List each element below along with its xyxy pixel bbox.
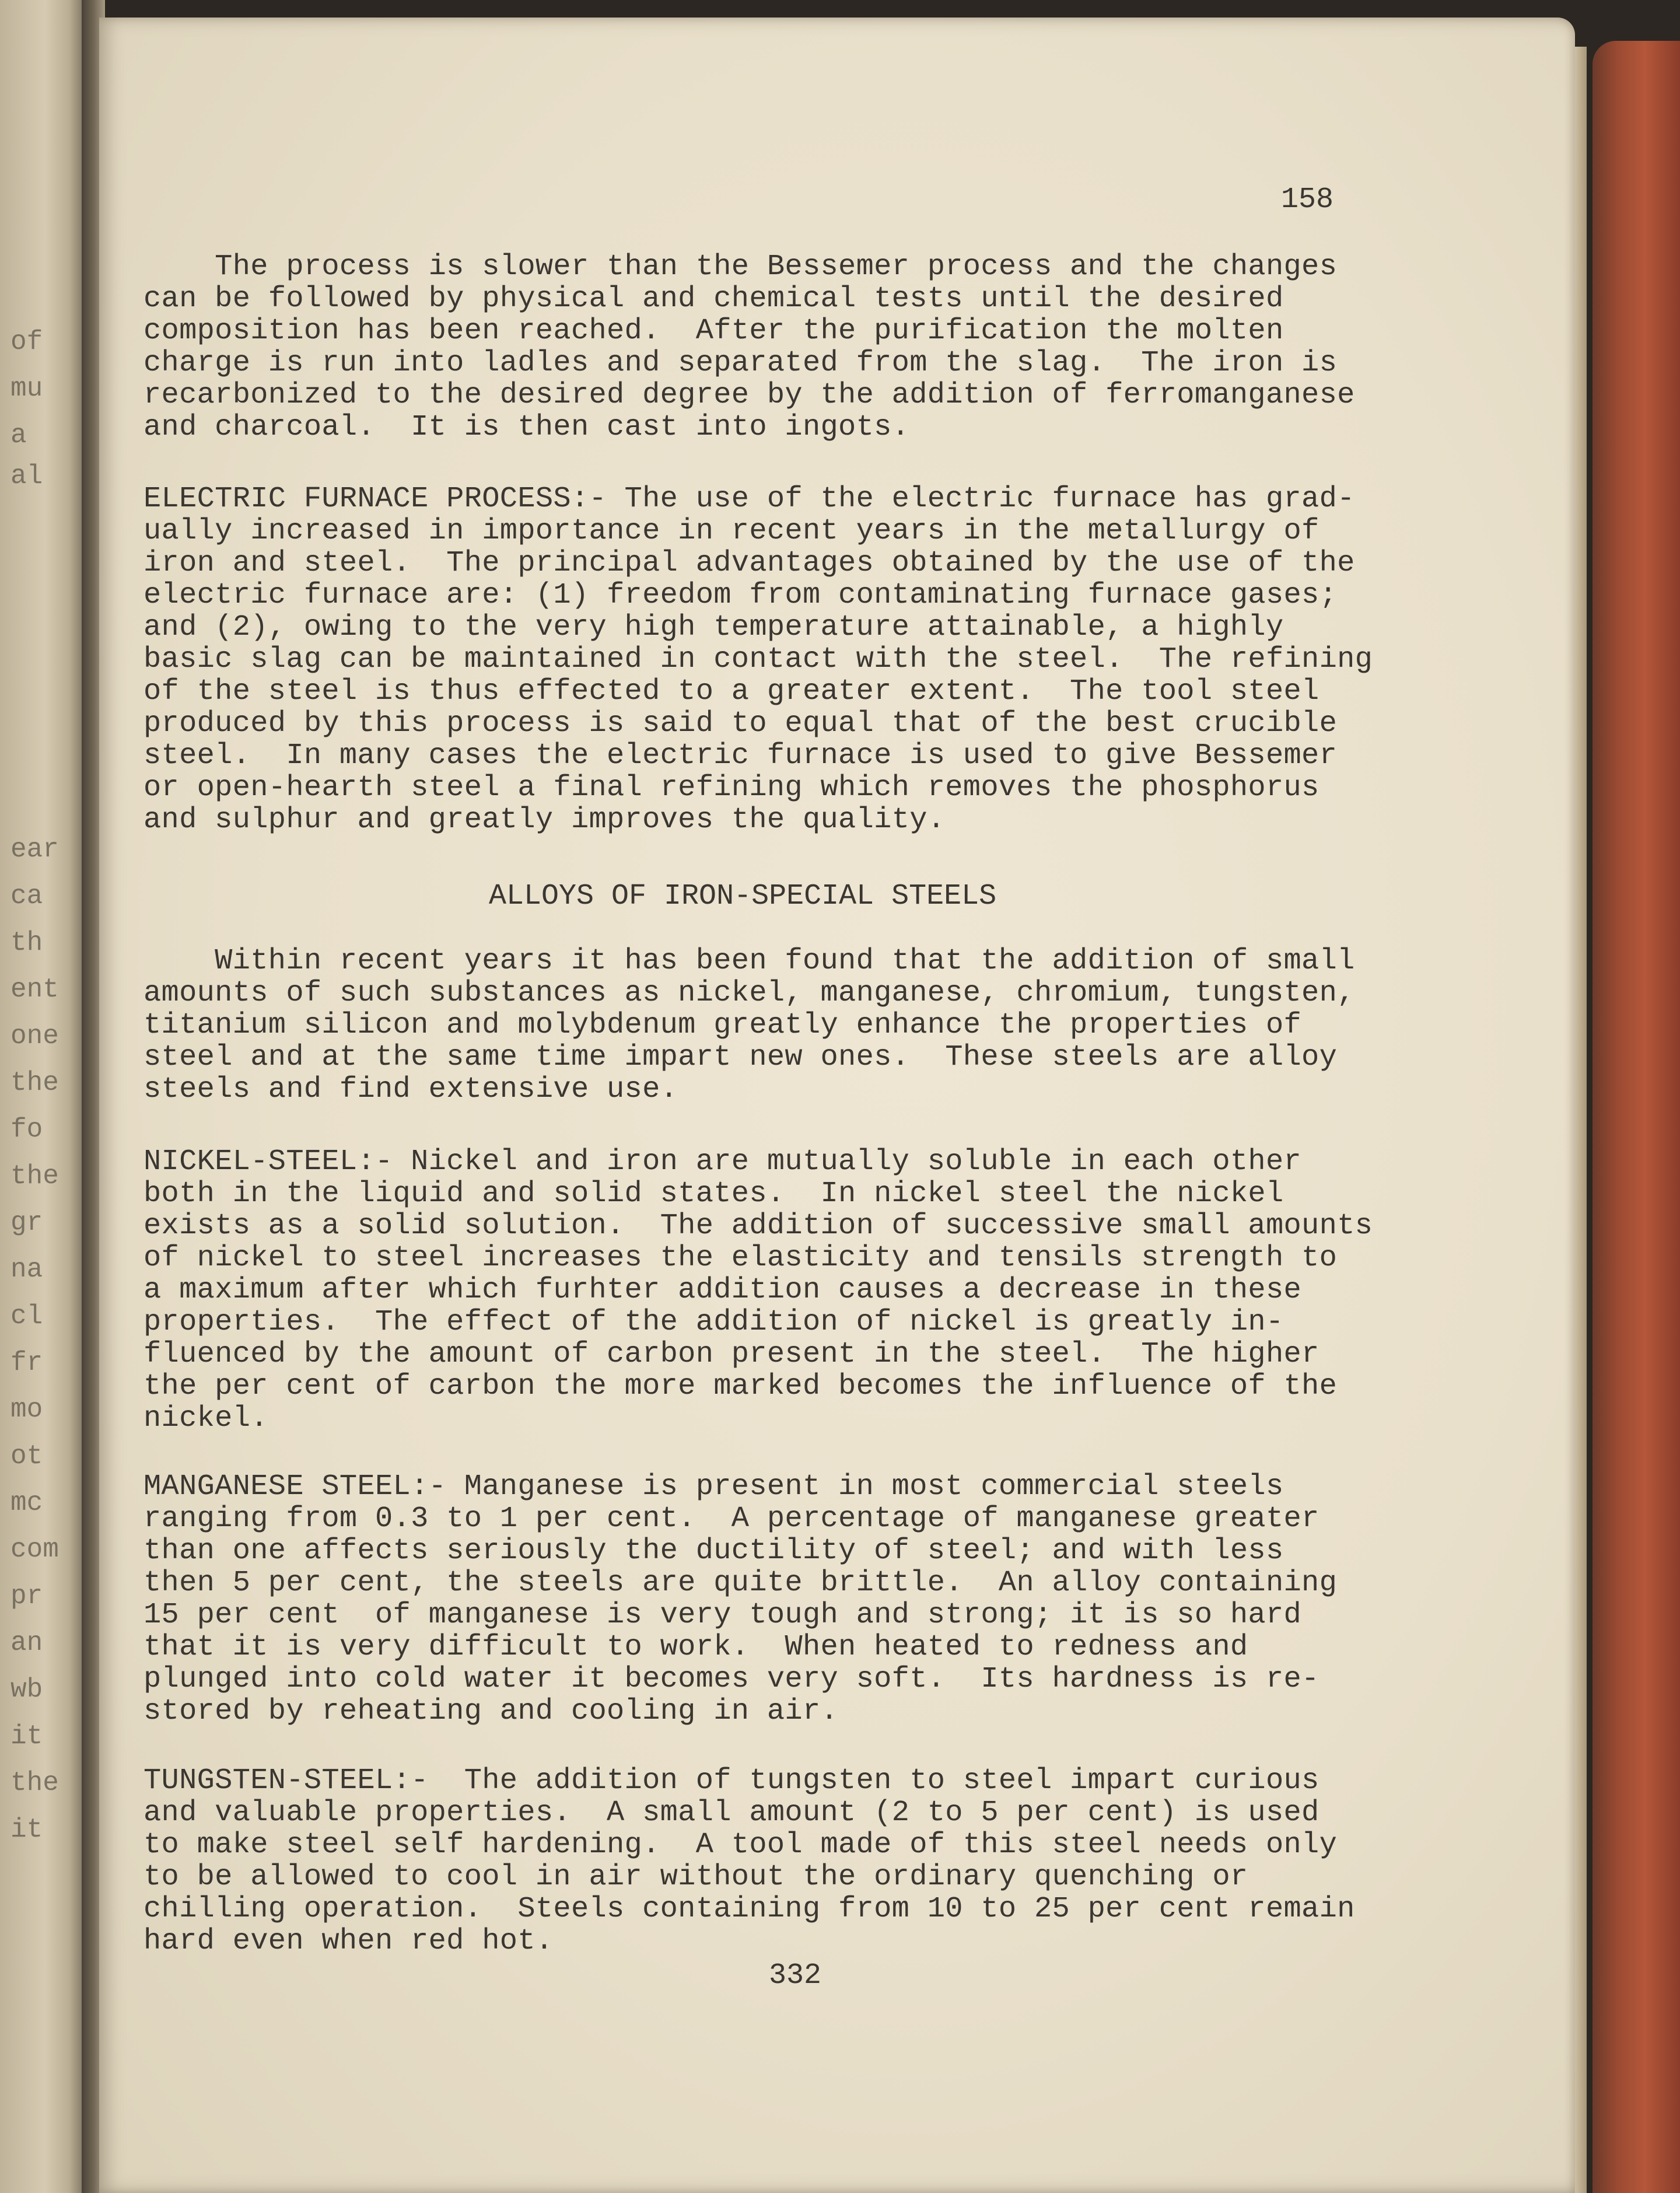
previous-page-text-fragment: th [10,928,43,958]
previous-page-text-fragment: an [10,1628,43,1658]
previous-page-text-fragment: mc [10,1488,43,1518]
previous-page-text-fragment: ca [10,881,43,911]
text-line: ranging from 0.3 to 1 per cent. A percentage of manganese greater [144,1502,1320,1536]
text-line: steel and at the same time impart new ones. These steels are alloy [144,1041,1338,1074]
previous-page-text-fragment: it [10,1721,43,1751]
text-line: properties. The effect of the addition of nickel is greatly in- [144,1306,1284,1339]
paragraph-electric-furnace-process [144,483,1373,836]
book-cover-edge [1592,41,1680,2193]
previous-page-text-fragment: the [10,1068,59,1098]
text-line: 15 per cent of manganese is very tough and strong; it is so hard [144,1599,1302,1632]
paragraph-manganese-steel [144,1471,1337,1727]
text-line: iron and steel. The principal advantages obtained by the use of the [144,547,1355,580]
previous-page-text-fragment: mu [10,373,43,404]
text-line: titanium silicon and molybdenum greatly enhance the properties of [144,1009,1302,1042]
text-line: and valuable properties. A small amount (2 to 5 per cent) is used [144,1796,1320,1830]
text-line: the per cent of carbon the more marked becomes the influence of the [144,1370,1338,1403]
text-line: produced by this process is said to equal that of the best crucible [144,707,1338,740]
paragraph-nickel-steel [144,1146,1373,1435]
text-line: to be allowed to cool in air without the ordinary quenching or [144,1860,1248,1894]
previous-page-text-fragment: mo [10,1394,43,1425]
paragraph-alloys-intro [144,945,1355,1106]
previous-page-text-fragment: one [10,1021,59,1051]
paragraph-tungsten-steel [144,1765,1355,1957]
text-line: stored by reheating and cooling in air. [144,1695,839,1728]
previous-page-text-fragment: gr [10,1208,43,1238]
text-line: or open-hearth steel a final refining which removes the phosphorus [144,771,1320,805]
text-line: can be followed by physical and chemical tests until the desired [144,282,1284,316]
text-line: of nickel to steel increases the elasticity and tensils strength to [144,1241,1338,1275]
text-line: plunged into cold water it becomes very soft. Its hardness is re- [144,1663,1320,1696]
previous-page-text-fragment: the [10,1768,59,1798]
previous-page-text-fragment: wb [10,1674,43,1705]
text-line: hard even when red hot. [144,1925,554,1958]
text-line: steel. In many cases the electric furnace is used to give Bessemer [144,739,1338,772]
previous-page-edge [0,0,82,2193]
previous-page-text-fragment: ent [10,974,59,1005]
text-line: Within recent years it has been found that the addition of small [144,945,1355,978]
page-stack-edge [1575,47,1587,2193]
text-line: than one affects seriously the ductility of steel; and with less [144,1534,1284,1568]
text-line: that it is very difficult to work. When heated to redness and [144,1631,1248,1664]
previous-page-text-fragment: al [10,461,43,491]
text-line: The process is slower than the Bessemer process and the changes [144,250,1338,284]
previous-page-text-fragment: cl [10,1301,43,1331]
text-line: then 5 per cent, the steels are quite brittle. An alloy containing [144,1566,1338,1600]
text-line: nickel. [144,1402,268,1435]
text-line: and sulphur and greatly improves the quality. [144,803,946,837]
text-line: and (2), owing to the very high temperature attainable, a highly [144,611,1284,644]
text-line: steels and find extensive use. [144,1073,678,1106]
text-line: and charcoal. It is then cast into ingots. [144,411,910,444]
page-number: 158 [1281,183,1334,216]
text-line: to make steel self hardening. A tool made of this steel needs only [144,1828,1338,1862]
previous-page-text-fragment: fo [10,1114,43,1145]
text-line: amounts of such substances as nickel, manganese, chromium, tungsten, [144,977,1355,1010]
text-line: recarbonized to the desired degree by the addition of ferromanganese [144,379,1355,412]
text-line: exists as a solid solution. The addition of successive small amounts [144,1209,1373,1243]
previous-page-text-fragment: com [10,1534,59,1565]
previous-page-text-fragment: of [10,327,43,357]
previous-page-text-fragment: it [10,1814,43,1845]
paragraph-bessemer-comparison [144,251,1355,443]
text-line: both in the liquid and solid states. In nickel steel the nickel [144,1177,1284,1211]
previous-page-text-fragment: ear [10,834,59,865]
text-line: fluenced by the amount of carbon present in the steel. The higher [144,1338,1320,1371]
text-line: of the steel is thus effected to a greater extent. The tool steel [144,675,1320,708]
text-line: ually increased in importance in recent years in the metallurgy of [144,515,1320,548]
previous-page-text-fragment: na [10,1254,43,1285]
folio-number: 332 [769,1959,822,1992]
text-line: composition has been reached. After the purification the molten [144,314,1284,348]
section-heading: ALLOYS OF IRON-SPECIAL STEELS [489,880,997,913]
text-line: charge is run into ladles and separated from the slag. The iron is [144,347,1338,380]
text-line: basic slag can be maintained in contact with the steel. The refining [144,643,1373,676]
previous-page-text-fragment: the [10,1161,59,1191]
text-line: chilling operation. Steels containing from 10 to 25 per cent remain [144,1893,1355,1926]
previous-page-text-fragment: a [10,420,27,450]
text-line: electric furnace are: (1) freedom from contaminating furnace gases; [144,579,1338,612]
previous-page-text-fragment: fr [10,1348,43,1378]
text-line: NICKEL-STEEL:- Nickel and iron are mutually soluble in each other [144,1145,1302,1178]
text-line: a maximum after which furhter addition causes a decrease in these [144,1274,1302,1307]
previous-page-text-fragment: ot [10,1441,43,1471]
text-line: MANGANESE STEEL:- Manganese is present in most commercial steels [144,1470,1284,1503]
text-line: ELECTRIC FURNACE PROCESS:- The use of the electric furnace has grad- [144,482,1355,516]
text-line: TUNGSTEN-STEEL:- The addition of tungsten to steel impart curious [144,1764,1320,1797]
previous-page-text-fragment: pr [10,1581,43,1611]
